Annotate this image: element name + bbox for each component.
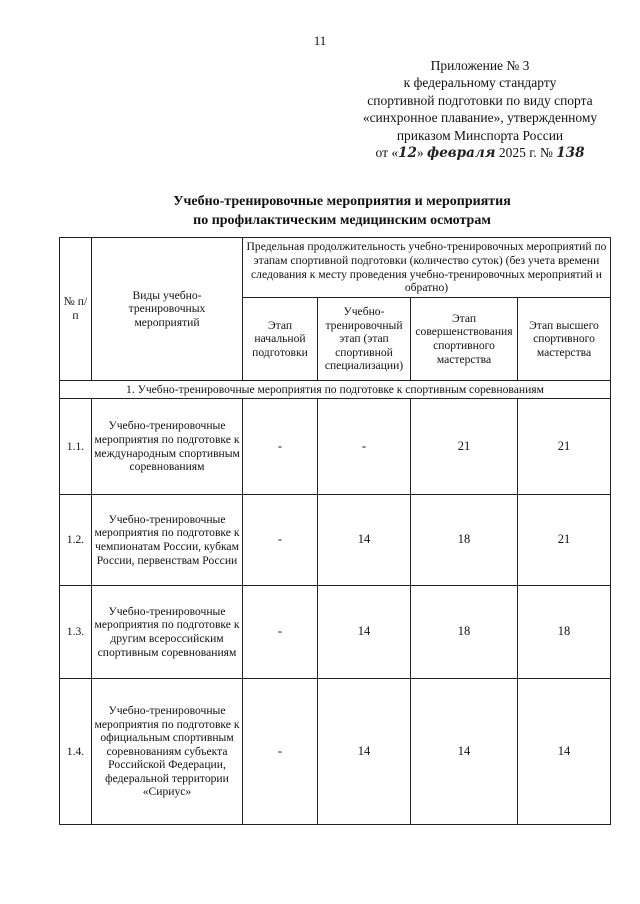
header-row-top	[60, 238, 611, 298]
row-value-stage-improvement: 18	[411, 495, 518, 586]
section-row	[60, 381, 611, 399]
appendix-line-3: спортивной подготовки по виду спорта	[367, 92, 593, 108]
row-value-stage-highest: 21	[518, 399, 611, 495]
row-value-stage-highest: 14	[518, 679, 611, 825]
order-date-line	[340, 144, 620, 162]
row-value-stage-highest: 21	[518, 495, 611, 586]
order-year: 2025 г. №	[498, 145, 553, 161]
date-prefix: от «	[375, 145, 399, 161]
header-stage-training: Учебно-тренировочный этап (этап спортивной специализации)	[318, 298, 411, 381]
header-num: № п/п	[60, 238, 92, 381]
row-value-stage-initial: -	[243, 586, 318, 679]
header-kind: Виды учебно-тренировочных мероприятий	[92, 238, 243, 381]
header-stage-highest: Этап высшего спортивного мастерства	[518, 298, 611, 381]
row-value-stage-training: 14	[318, 495, 411, 586]
row-name: Учебно-тренировочные мероприятия по подготовке к чемпионатам России, кубкам России, первенствам России	[92, 495, 243, 586]
appendix-line-5: приказом Минспорта России	[396, 127, 564, 143]
order-month: февраля	[427, 145, 496, 162]
row-value-stage-improvement: 21	[411, 399, 518, 495]
row-name: Учебно-тренировочные мероприятия по подготовке к официальным спортивным соревнованиям субъекта Российской Федерации, федеральной территории «Сириус»	[92, 679, 243, 825]
row-value-stage-training: -	[318, 399, 411, 495]
row-value-stage-initial: -	[243, 495, 318, 586]
row-num: 1.2.	[60, 495, 92, 586]
title-line-1: Учебно-тренировочные мероприятия и мероприятия	[173, 194, 511, 209]
row-num: 1.1.	[60, 399, 92, 495]
appendix-line-1: Приложение № 3	[430, 58, 530, 73]
row-value-stage-training: 14	[318, 586, 411, 679]
header-duration: Предельная продолжительность учебно-тренировочных мероприятий по этапам спортивной подготовки (количество суток) (без учета времени следования к месту проведения учебно-тренировочных мероприятий и обратно)	[243, 238, 611, 298]
appendix-line-2: к федеральному стандарту	[403, 75, 557, 91]
row-name: Учебно-тренировочные мероприятия по подготовке к другим всероссийским спортивным соревнованиям	[92, 586, 243, 679]
events-table	[59, 237, 611, 825]
appendix-block	[340, 57, 620, 162]
order-number: 138	[556, 145, 585, 162]
row-value-stage-initial: -	[243, 679, 318, 825]
header-stage-initial: Этап начальной подготовки	[243, 298, 318, 381]
order-day: 12	[398, 145, 417, 162]
table-row	[60, 495, 611, 586]
page-number: 11	[313, 33, 327, 48]
row-num: 1.3.	[60, 586, 92, 679]
row-value-stage-improvement: 18	[411, 586, 518, 679]
document-title	[0, 192, 640, 230]
row-value-stage-initial: -	[243, 399, 318, 495]
appendix-line-4: «синхронное плавание», утвержденному	[362, 110, 598, 126]
section-title: 1. Учебно-тренировочные мероприятия по подготовке к спортивным соревнованиям	[60, 381, 611, 399]
table-row	[60, 399, 611, 495]
row-name: Учебно-тренировочные мероприятия по подготовке к международным спортивным соревнованиям	[92, 399, 243, 495]
table-row	[60, 586, 611, 679]
row-value-stage-training: 14	[318, 679, 411, 825]
row-num: 1.4.	[60, 679, 92, 825]
header-stage-improvement: Этап совершенствования спортивного мастерства	[411, 298, 518, 381]
title-line-2: по профилактическим медицинским осмотрам	[193, 213, 491, 228]
row-value-stage-improvement: 14	[411, 679, 518, 825]
row-value-stage-highest: 18	[518, 586, 611, 679]
date-day-close: »	[416, 145, 424, 161]
table-row	[60, 679, 611, 825]
